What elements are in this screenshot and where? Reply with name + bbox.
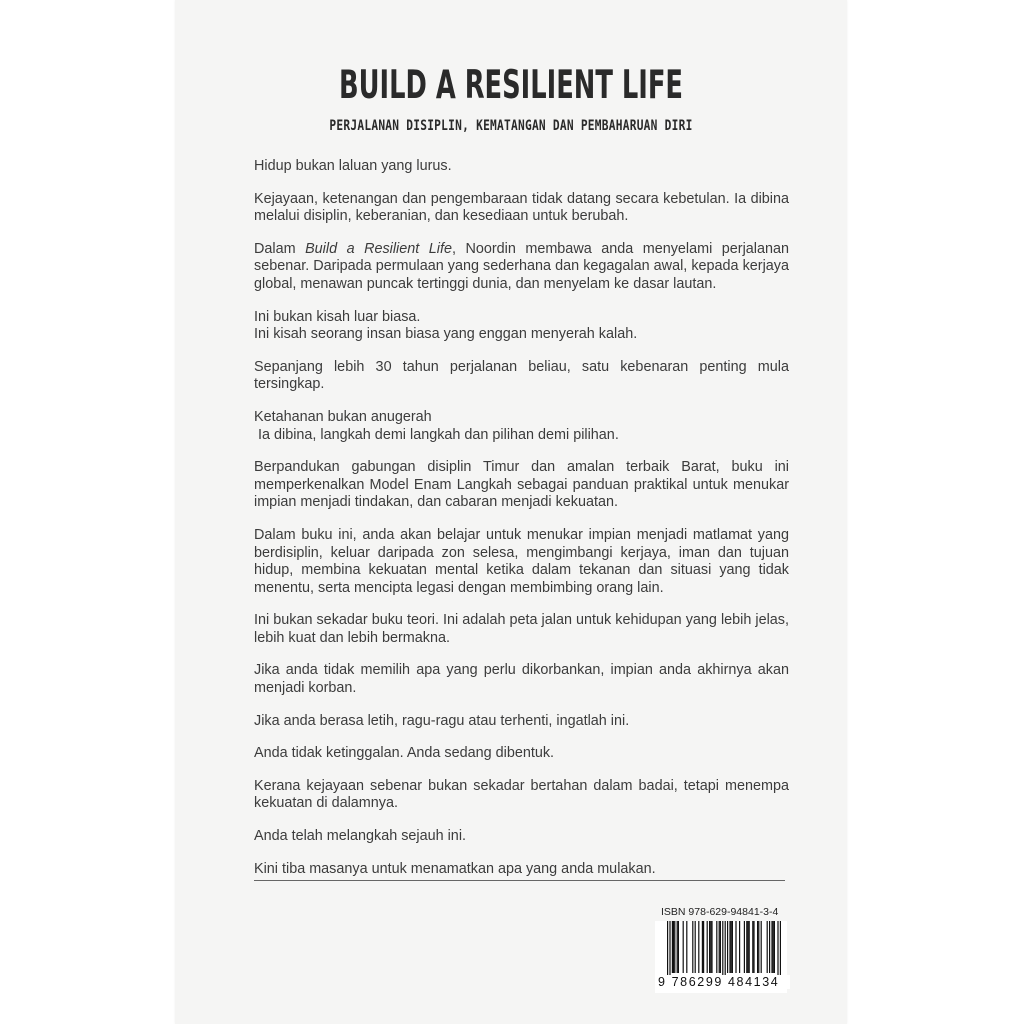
barcode-bar xyxy=(744,921,745,973)
barcode-bar xyxy=(677,921,678,973)
blurb-paragraph-7: Berpandukan gabungan disiplin Timur dan amalan terbaik Barat, buku ini memperkenalkan Model Enam Langkah sebagai panduan praktikal untuk menukar impian menjadi tindakan, dan cabaran menjadi kekuatan. xyxy=(254,459,789,511)
barcode-bar xyxy=(673,921,674,973)
barcode-bar xyxy=(753,921,754,973)
blurb-paragraph-4 xyxy=(254,309,789,344)
barcode-bar xyxy=(683,921,684,973)
barcode-bar xyxy=(672,921,673,973)
barcode-bar xyxy=(771,921,772,973)
blurb-line: Ketahanan bukan anugerah xyxy=(254,408,432,425)
barcode-bar xyxy=(769,921,770,973)
blurb-paragraph-3 xyxy=(254,241,789,294)
barcode-bar xyxy=(774,921,775,973)
barcode-bar xyxy=(729,921,730,973)
blurb-paragraph-9: Ini bukan sekadar buku teori. Ini adalah peta jalan untuk kehidupan yang lebih jelas, lebih kuat dan lebih bermakna. xyxy=(254,612,789,646)
blurb-text xyxy=(254,158,789,893)
blurb-text-span: Dalam xyxy=(254,240,306,257)
barcode-bar xyxy=(711,921,712,973)
barcode-bar xyxy=(678,921,679,973)
blurb-paragraph-13: Kerana kejayaan sebenar bukan sekadar bertahan dalam badai, tetapi menempa kekuatan di dalamnya. xyxy=(254,777,789,812)
barcode-bar xyxy=(698,921,699,973)
blurb-line: Ini bukan kisah luar biasa. xyxy=(254,308,421,325)
barcode-bar xyxy=(749,921,750,973)
barcode-bars xyxy=(655,921,787,977)
book-title: BUILD A RESILIENT LIFE xyxy=(338,63,684,108)
barcode-bar xyxy=(710,921,711,973)
blurb-paragraph-14: Anda telah melangkah sejauh ini. xyxy=(254,828,467,845)
book-title-italic: Build a Resilient Life xyxy=(305,240,452,257)
barcode-bar xyxy=(716,921,717,973)
barcode-bar xyxy=(739,921,740,973)
divider-line xyxy=(254,880,785,881)
book-back-cover xyxy=(175,0,847,1024)
barcode-bar xyxy=(777,921,778,977)
barcode-bar xyxy=(747,921,748,973)
blurb-paragraph-10: Jika anda tidak memilih apa yang perlu dikorbankan, impian anda akhirnya akan menjadi korban. xyxy=(254,662,789,697)
barcode-bar xyxy=(674,921,675,973)
blurb-paragraph-2: Kejayaan, ketenangan dan pengembaraan tidak datang secara kebetulan. Ia dibina melalui disiplin, keberanian, dan kesediaan untuk berubah. xyxy=(254,190,789,225)
blurb-paragraph-5: Sepanjang lebih 30 tahun perjalanan beliau, satu kebenaran penting mula tersingkap. xyxy=(254,358,789,393)
blurb-paragraph-11: Jika anda berasa letih, ragu-ragu atau terhenti, ingatlah ini. xyxy=(254,712,630,729)
barcode-bar xyxy=(722,921,723,977)
blurb-paragraph-15: Kini tiba masanya untuk menamatkan apa yang anda mulakan. xyxy=(254,860,656,877)
barcode-bar xyxy=(719,921,720,973)
book-subtitle: PERJALANAN DISIPLIN, KEMATANGAN DAN PEMBAHARUAN DIRI xyxy=(329,118,693,134)
isbn-label: ISBN 978-629-94841-3-4 xyxy=(661,906,779,918)
barcode-bar xyxy=(735,921,736,973)
barcode-bar xyxy=(746,921,747,973)
barcode-bar xyxy=(702,921,703,973)
barcode-bar xyxy=(727,921,728,973)
barcode-bar xyxy=(761,921,762,973)
barcode-bar xyxy=(709,921,710,973)
barcode-bar xyxy=(686,921,687,973)
blurb-text-span: , Noordin membawa anda menyelami perjalanan sebenar. Daripada permulaan yang sederhana dan kegagalan awal, kepada kerjaya global, menawan puncak tertinggi dunia, dan menyelam ke dasar lautan. xyxy=(254,240,789,292)
barcode-bar xyxy=(758,921,759,973)
barcode-bar xyxy=(780,921,781,977)
blurb-line: Ini kisah seorang insan biasa yang enggan menyerah kalah. xyxy=(254,326,638,343)
barcode-bar xyxy=(731,921,732,973)
blurb-paragraph-12: Anda tidak ketinggalan. Anda sedang dibentuk. xyxy=(254,745,555,762)
barcode-bar xyxy=(732,921,733,973)
blurb-paragraph-8: Dalam buku ini, anda akan belajar untuk menukar impian menjadi matlamat yang berdisiplin, keluar daripada zon selesa, mengimbangi kerjaya, iman dan tujuan hidup, membina kekuatan mental ketika dalam tekanan dan situasi yang tidak menentu, serta mencipta legasi dengan membimbing orang lain. xyxy=(254,526,789,596)
blurb-paragraph-6 xyxy=(254,409,789,444)
barcode-bar xyxy=(703,921,704,973)
barcode-bar xyxy=(720,921,721,973)
barcode-bar xyxy=(707,921,708,973)
barcode-bar xyxy=(695,921,696,973)
blurb-line: Ia dibina, langkah demi langkah dan pilihan demi pilihan. xyxy=(254,426,619,443)
barcode-bar xyxy=(725,921,726,977)
barcode-bar xyxy=(752,921,753,973)
barcode-bar xyxy=(767,921,768,973)
barcode-digits: 9 786299 484134 xyxy=(655,975,790,989)
barcode-bar xyxy=(667,921,668,977)
blurb-paragraph-1: Hidup bukan laluan yang lurus. xyxy=(254,158,452,174)
barcode-bar xyxy=(757,921,758,973)
barcode-bar xyxy=(692,921,693,973)
barcode-bar xyxy=(773,921,774,973)
barcode-bar xyxy=(669,921,670,977)
